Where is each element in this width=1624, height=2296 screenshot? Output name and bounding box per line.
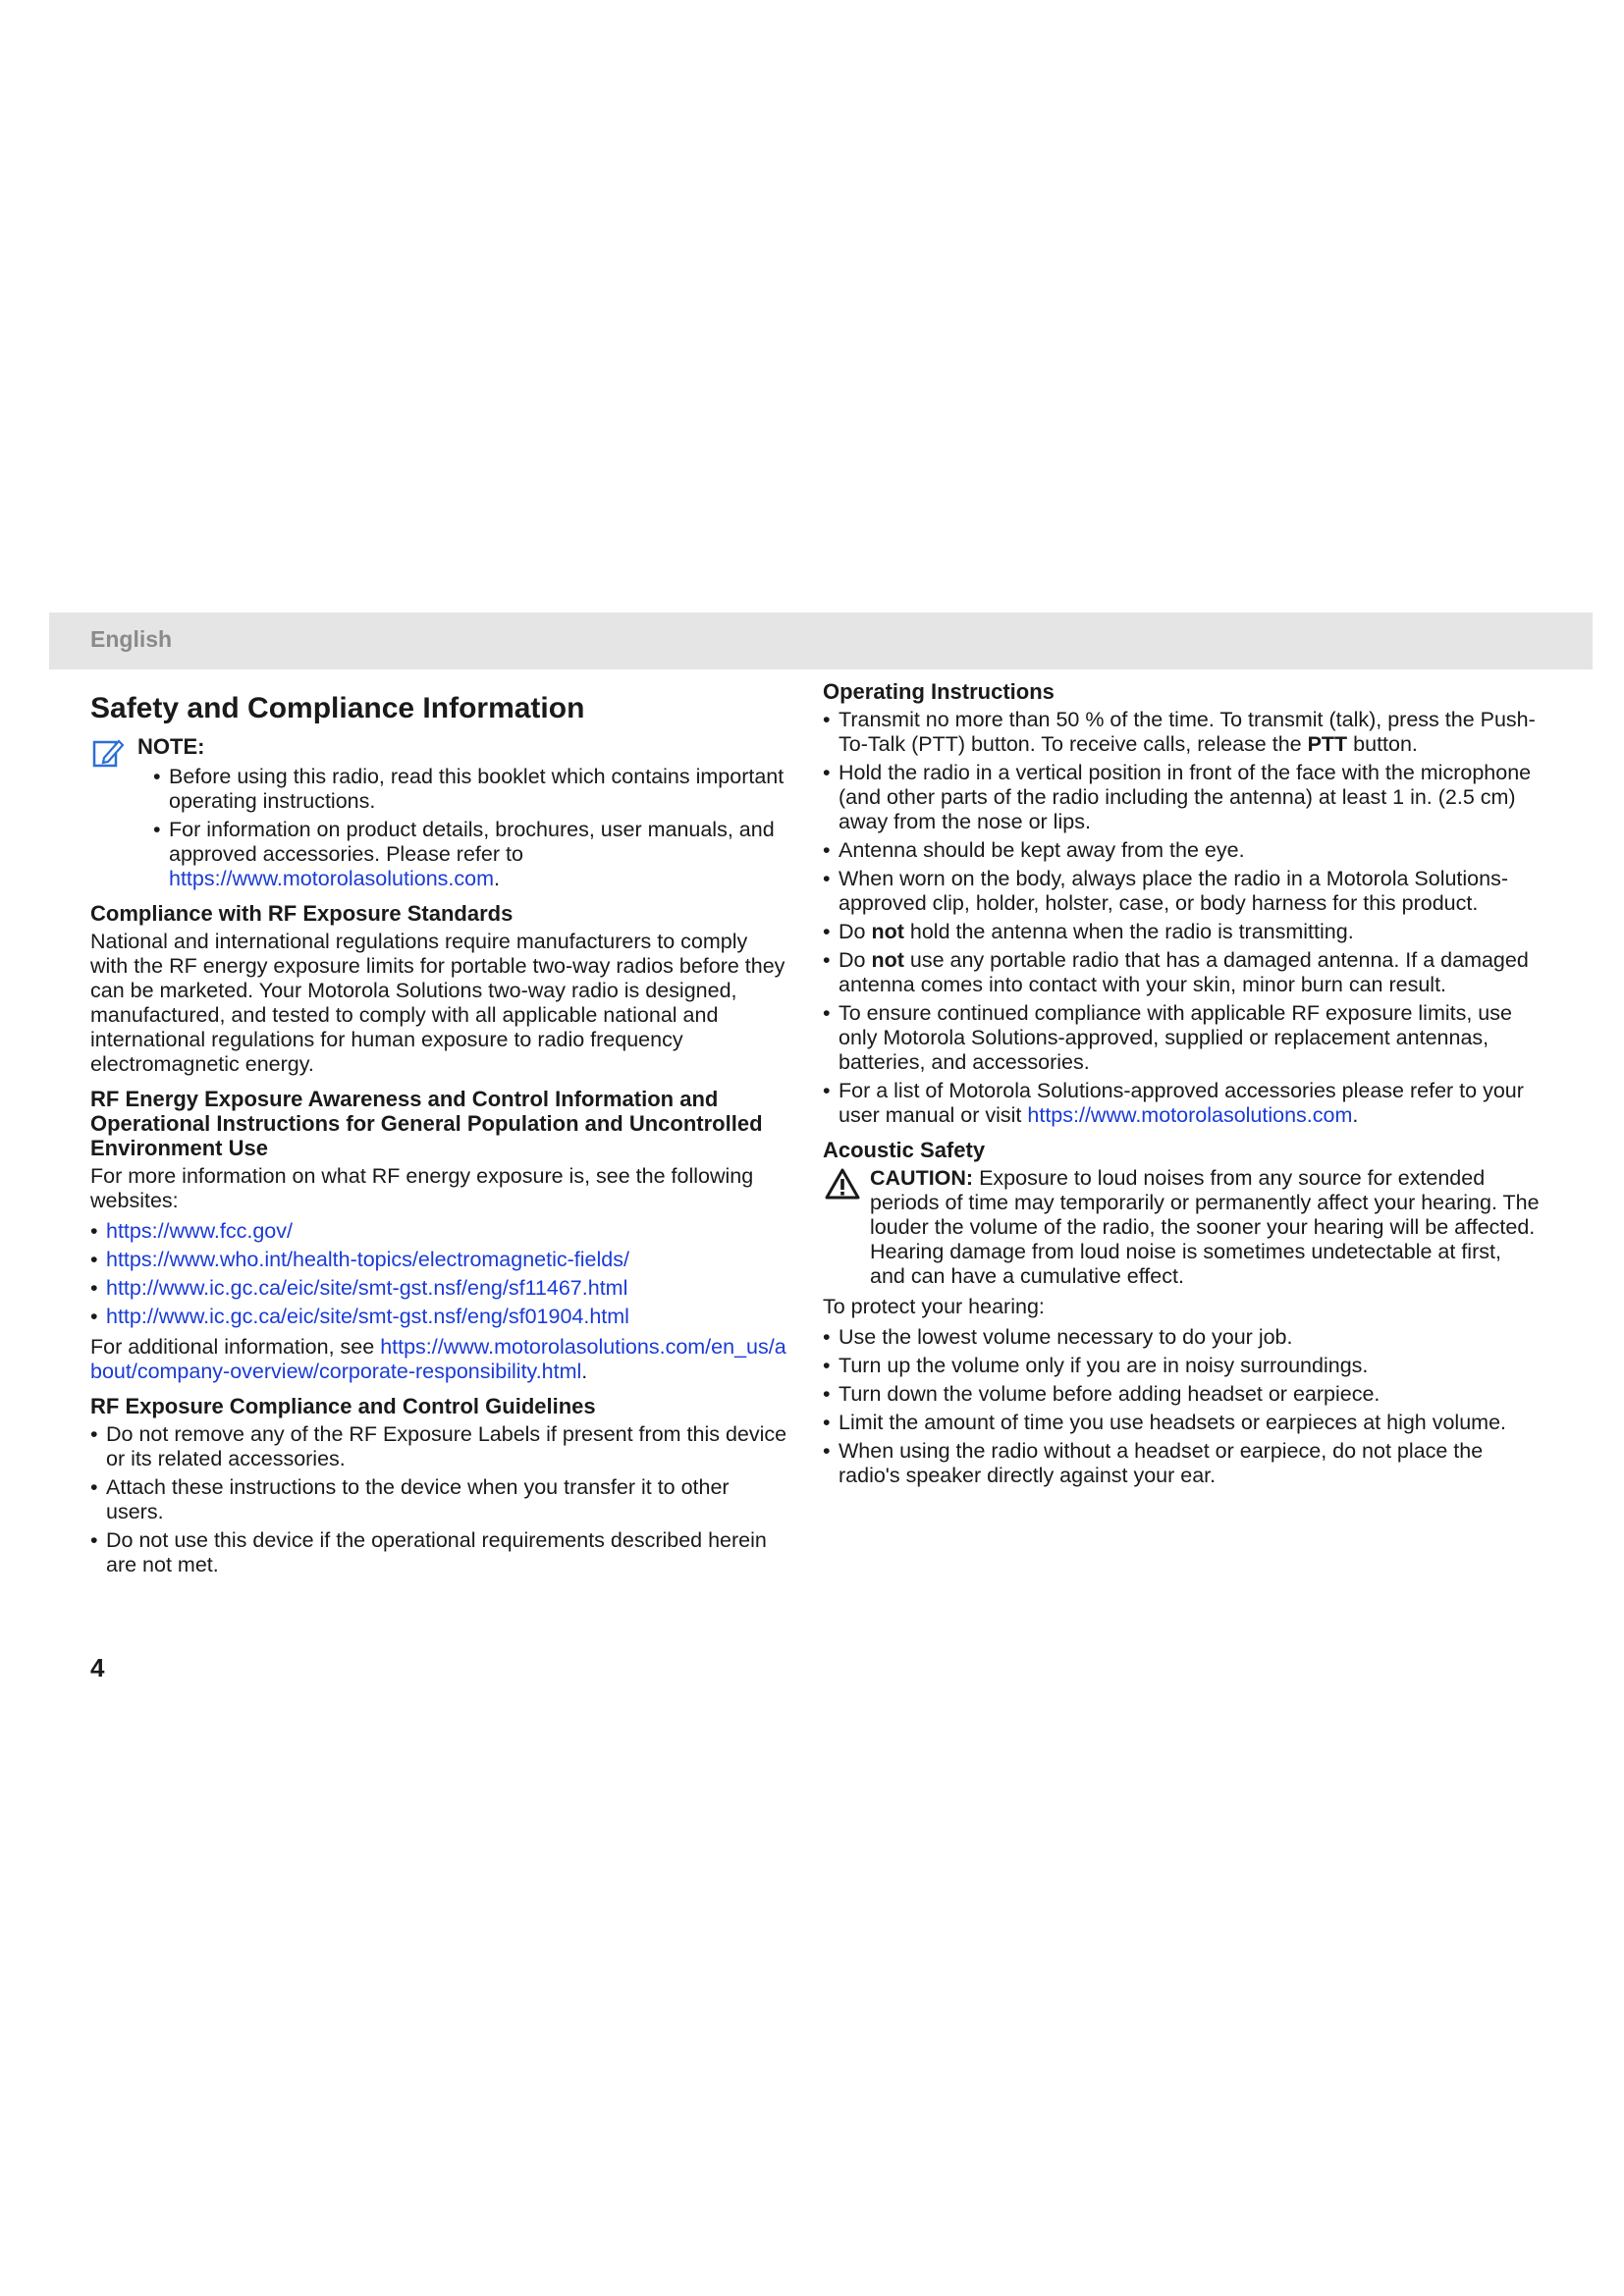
op6-bold: not [871,948,904,972]
guidelines-list [90,1422,787,1577]
hearing-list [823,1325,1540,1488]
list-item: • Do not use this device if the operational requirements described herein are not met. [90,1528,787,1577]
note-list [153,765,787,891]
list-item [90,1219,787,1244]
op6-end: use any portable radio that has a damaged antenna. If a damaged antenna comes into contact with your skin, minor burn can result. [839,948,1529,996]
additional-prefix: For additional information, see [90,1335,381,1359]
list-item: • When using the radio without a headset or earpiece, do not place the radio's speaker directly against your ear. [823,1439,1540,1488]
op8-end: . [1352,1103,1359,1127]
list-item [823,708,1540,757]
acoustic-heading: Acoustic Safety [823,1138,986,1162]
operating-list [823,708,1540,1128]
website-link-fcc[interactable]: https://www.fcc.gov/ [106,1219,293,1243]
note-item-1: Before using this radio, read this booklet which contains important operating instructions. [169,765,785,813]
list-item: • Limit the amount of time you use headsets or earpieces at high volume. [823,1411,1540,1435]
caution-text: Exposure to loud noises from any source for extended periods of time may temporarily or permanently affect your hearing. The louder the volume of the radio, the sooner your hearing will be affected. Hearing damage from loud noise is sometimes undetectable at first, and can have a cumulative effect. [870,1166,1540,1288]
note-item-2: For information on product details, brochures, user manuals, and approved accessories. Please refer to [169,818,775,866]
additional-link[interactable]: https://www.motorolasolutions.com/en_us/about/company-overview/corporate-responsibility.html [90,1335,786,1383]
list-item: • Turn up the volume only if you are in noisy surroundings. [823,1354,1540,1378]
list-item [90,1276,787,1301]
page-title: Safety and Compliance Information [90,692,585,724]
list-item [90,1305,787,1329]
website-link-who[interactable]: https://www.who.int/health-topics/electromagnetic-fields/ [106,1248,629,1271]
op1-bold: PTT [1307,732,1348,756]
awareness-heading: RF Energy Exposure Awareness and Control Information and Operational Instructions for General Population and Uncontrolled Environment Use [90,1087,763,1160]
op5-end: hold the antenna when the radio is transmitting. [903,920,1354,943]
language-label: English [90,626,173,652]
awareness-text: For more information on what RF energy exposure is, see the following websites: [90,1164,754,1212]
additional-info [90,1335,787,1384]
op1-end: button. [1347,732,1418,756]
compliance-text: National and international regulations require manufacturers to comply with the RF energy exposure limits for portable two-way radios before they can be marketed. Your Motorola Solutions two-way radio is designed, manufactured, and tested to comply with all applicable national and international regulations for human exposure to radio frequency electromagnetic energy. [90,930,785,1076]
websites-list [90,1219,787,1329]
list-item: • Use the lowest volume necessary to do your job. [823,1325,1540,1350]
compliance-heading: Compliance with RF Exposure Standards [90,901,514,926]
list-item [153,765,787,814]
list-item: • To ensure continued compliance with applicable RF exposure limits, use only Motorola Solutions-approved, supplied or replacement antennas, batteries, and accessories. [823,1001,1540,1075]
note-box [90,734,787,891]
op5-bold: not [871,920,904,943]
page-number: 4 [90,1653,105,1682]
list-item [823,948,1540,997]
op5-text: Do [839,920,872,943]
note-label: NOTE: [137,734,205,759]
note-pencil-icon [92,736,124,768]
list-item: • Turn down the volume before adding headset or earpiece. [823,1382,1540,1407]
list-item: • When worn on the body, always place the radio in a Motorola Solutions-approved clip, holder, holster, case, or body harness for this product. [823,867,1540,916]
list-item [90,1248,787,1272]
op8-link[interactable]: https://www.motorolasolutions.com [1027,1103,1353,1127]
operating-heading: Operating Instructions [823,679,1055,704]
protect-text: To protect your hearing: [823,1295,1045,1318]
list-item: • Hold the radio in a vertical position in front of the face with the microphone (and other parts of the radio including the antenna) at least 1 in. (2.5 cm) away from the nose or lips. [823,761,1540,834]
op6-text: Do [839,948,872,972]
guidelines-heading: RF Exposure Compliance and Control Guidelines [90,1394,596,1418]
list-item: • Antenna should be kept away from the eye. [823,838,1540,863]
caution-triangle-icon [825,1168,860,1200]
note-link-suffix: . [494,867,500,890]
list-item: • Attach these instructions to the device when you transfer it to other users. [90,1475,787,1524]
op8-text: For a list of Motorola Solutions-approved accessories please refer to your user manual or visit [839,1079,1524,1127]
additional-suffix: . [581,1360,588,1383]
caution-label: CAUTION: [870,1166,974,1190]
caution-box [823,1166,1540,1289]
right-column [823,679,1540,1494]
list-item: • Do not remove any of the RF Exposure Labels if present from this device or its related accessories. [90,1422,787,1471]
left-column [90,679,787,1583]
list-item [823,1079,1540,1128]
list-item [153,818,787,891]
website-link-ic-2[interactable]: http://www.ic.gc.ca/eic/site/smt-gst.nsf/eng/sf01904.html [106,1305,629,1328]
website-link-ic-1[interactable]: http://www.ic.gc.ca/eic/site/smt-gst.nsf/eng/sf11467.html [106,1276,628,1300]
note-link[interactable]: https://www.motorolasolutions.com [169,867,494,890]
header-band [49,613,1593,669]
op1-text: Transmit no more than 50 % of the time. To transmit (talk), press the Push-To-Talk (PTT) button. To receive calls, release the [839,708,1536,756]
list-item [823,920,1540,944]
